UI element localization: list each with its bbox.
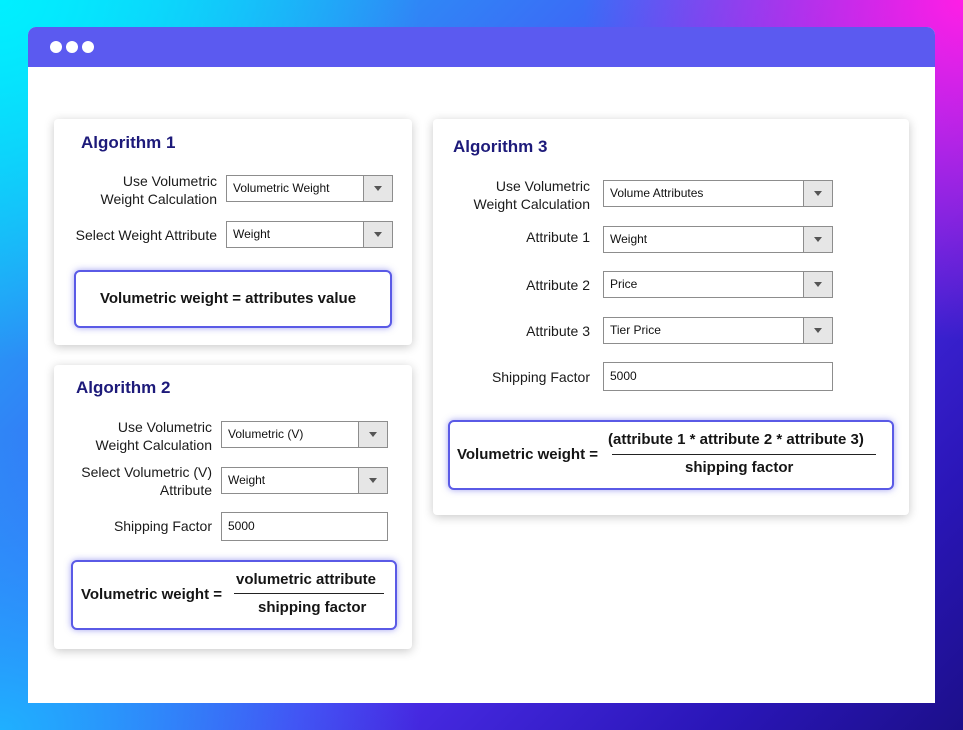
algorithm-2-title: Algorithm 2: [76, 378, 171, 397]
attribute-3-select[interactable]: Tier Price: [603, 317, 833, 344]
chevron-down-icon[interactable]: [363, 176, 392, 201]
algorithm-1-title: Algorithm 1: [81, 133, 176, 152]
chevron-down-icon[interactable]: [803, 272, 832, 297]
chevron-down-icon[interactable]: [803, 318, 832, 343]
use-volumetric-select[interactable]: Volumetric Weight: [226, 175, 393, 202]
weight-attribute-label: Select Weight Attribute: [75, 227, 217, 243]
attribute-1-label: Attribute 1: [526, 229, 590, 245]
chevron-down-icon[interactable]: [803, 227, 832, 252]
chevron-down-icon[interactable]: [358, 468, 387, 493]
algorithm-1-card: [54, 119, 412, 345]
attribute-2-label: Attribute 2: [526, 277, 590, 293]
algorithm-2-formula: Volumetric weight = volumetric attribute shipping factor: [71, 560, 397, 630]
browser-window: [28, 27, 935, 703]
window-dot-icon: [50, 41, 62, 53]
weight-attribute-select[interactable]: Weight: [226, 221, 393, 248]
chevron-down-icon[interactable]: [803, 181, 832, 206]
algorithm-2-card: [54, 365, 412, 649]
shipping-factor-label: Shipping Factor: [113, 518, 212, 534]
shipping-factor-label: Shipping Factor: [491, 369, 590, 385]
algorithm-3-title: Algorithm 3: [453, 137, 548, 156]
algorithm-3-formula: Volumetric weight = (attribute 1 * attribute 2 * attribute 3) shipping factor: [448, 420, 894, 490]
window-dot-icon: [66, 41, 78, 53]
use-volumetric-label: Use Volumetric Weight Calculation: [473, 178, 590, 212]
fraction-bar: [612, 454, 876, 455]
attribute-1-select[interactable]: Weight: [603, 226, 833, 253]
volumetric-attribute-select[interactable]: Weight: [221, 467, 388, 494]
use-volumetric-label: Use Volumetric Weight Calculation: [95, 419, 212, 453]
use-volumetric-select[interactable]: Volume Attributes: [603, 180, 833, 207]
algorithm-1-formula: Volumetric weight = attributes value: [74, 270, 392, 328]
shipping-factor-input[interactable]: 5000: [221, 512, 388, 541]
attribute-2-select[interactable]: Price: [603, 271, 833, 298]
shipping-factor-input[interactable]: 5000: [603, 362, 833, 391]
algorithm-3-card: [433, 119, 909, 515]
volumetric-attribute-label: Select Volumetric (V) Attribute: [81, 464, 212, 498]
chevron-down-icon[interactable]: [358, 422, 387, 447]
window-titlebar: [28, 27, 935, 67]
fraction-bar: [234, 593, 384, 594]
chevron-down-icon[interactable]: [363, 222, 392, 247]
window-dot-icon: [82, 41, 94, 53]
use-volumetric-select[interactable]: Volumetric (V): [221, 421, 388, 448]
attribute-3-label: Attribute 3: [526, 323, 590, 339]
use-volumetric-label: Use Volumetric Weight Calculation: [100, 173, 217, 207]
